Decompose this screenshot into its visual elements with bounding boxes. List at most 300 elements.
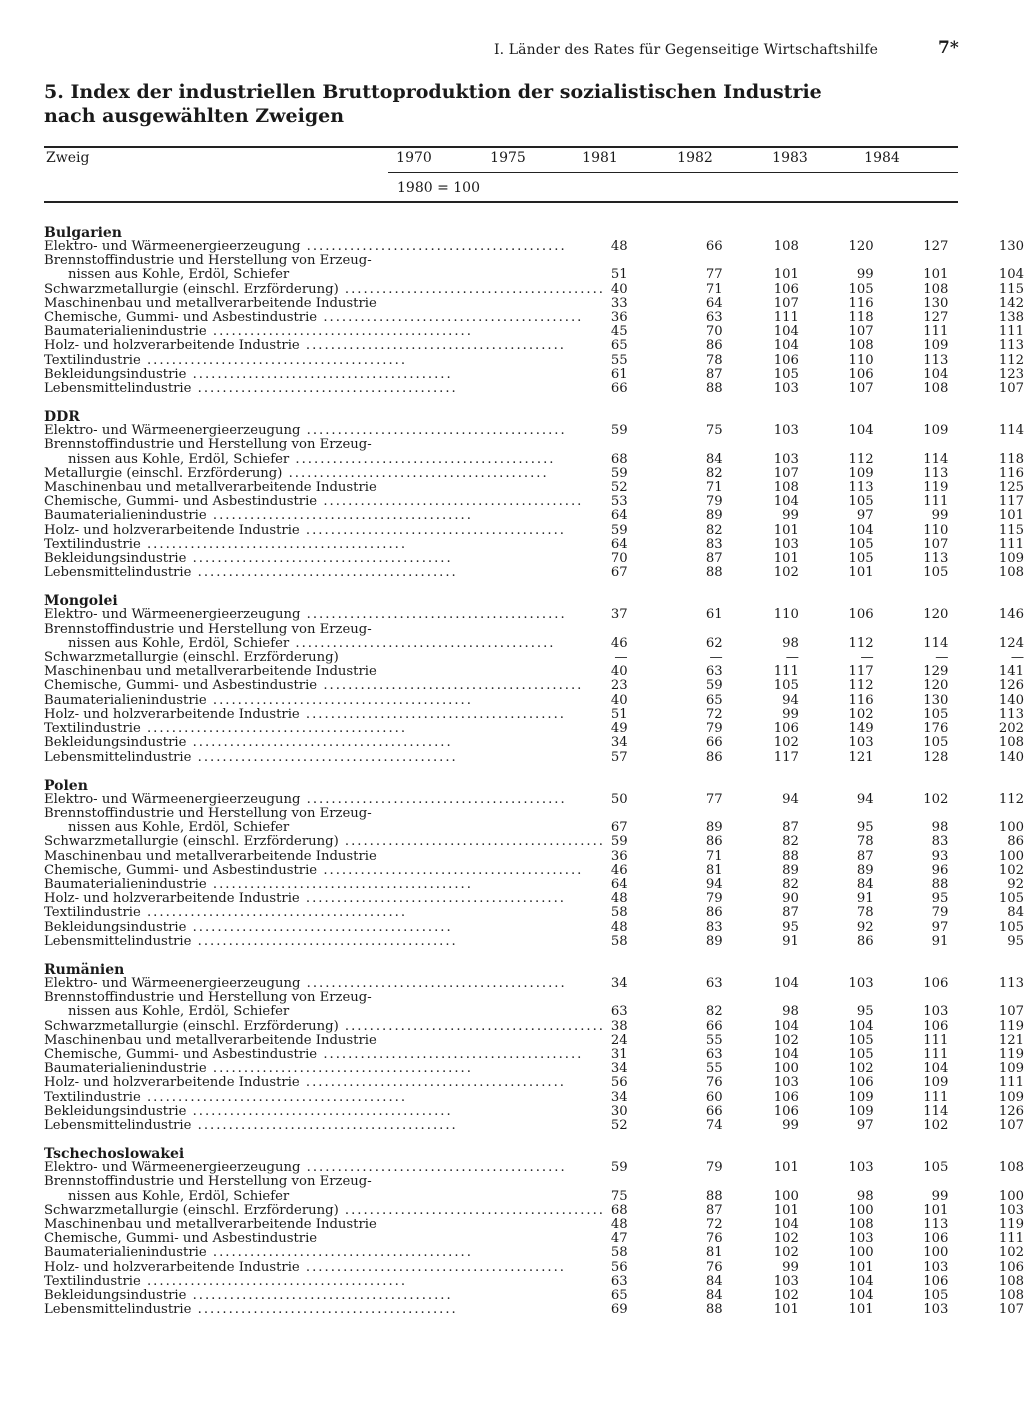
- leader-dots: ..........................................: [300, 792, 567, 807]
- value-cell: 104: [773, 1018, 799, 1034]
- value-cell: 99: [782, 706, 799, 722]
- table-row: [44, 495, 1024, 509]
- value-cell: [799, 623, 874, 637]
- table-row: [44, 283, 1024, 297]
- value-cell: 64: [610, 876, 628, 892]
- leader-dots: ..........................................: [186, 1289, 453, 1303]
- value-cell: 128: [923, 749, 949, 765]
- value-cell: 123: [998, 366, 1024, 382]
- value-cell: 110: [848, 352, 874, 368]
- value-cell: 105: [848, 281, 874, 297]
- value-cell: 104: [848, 1288, 874, 1303]
- row-label: Chemische, Gummi- und Asbestindustrie: [44, 1232, 318, 1247]
- table-row: [44, 835, 1024, 849]
- value-cell: 105: [773, 366, 799, 382]
- value-cell: 48: [610, 919, 628, 935]
- table-row: [44, 311, 1024, 325]
- value-cell: [723, 991, 799, 1005]
- table-row: [44, 438, 1024, 452]
- row-label-cell: [44, 906, 605, 920]
- row-label: Chemische, Gummi- und Asbestindustrie: [44, 863, 318, 878]
- country-heading-row: [44, 396, 1024, 424]
- value-cell: [799, 991, 874, 1005]
- value-cell: 83: [705, 536, 723, 552]
- row-label: Elektro- und Wärmeenergieerzeugung: [44, 240, 301, 254]
- value-cell: [874, 991, 949, 1005]
- value-cell: 108: [998, 735, 1024, 751]
- value-cell: 113: [923, 1216, 949, 1232]
- leader-dots: ..........................................: [282, 466, 549, 481]
- value-cell: 108: [998, 1273, 1024, 1289]
- value-cell: 92: [856, 919, 874, 935]
- value-cell: 101: [773, 267, 799, 283]
- row-label-cell: [44, 1246, 605, 1260]
- leader-dots: ..........................................: [191, 934, 458, 949]
- leader-dots: ..........................................: [299, 339, 566, 354]
- table-row: [44, 1261, 1024, 1275]
- row-label-cell: [44, 665, 605, 679]
- leader-dots: ..........................................: [140, 353, 408, 368]
- value-cell: 109: [848, 1103, 874, 1119]
- value-cell: 87: [705, 551, 723, 567]
- value-cell: 130: [998, 239, 1024, 254]
- value-cell: 104: [923, 1061, 949, 1077]
- row-label: nissen aus Kohle, Erdöl, Schiefer: [68, 268, 290, 283]
- table-row: [44, 921, 1024, 935]
- row-label: Holz- und holzverarbeitende Industrie: [44, 892, 300, 907]
- value-cell: 149: [848, 721, 874, 737]
- row-label: Lebensmittelindustrie: [44, 750, 192, 765]
- value-cell: 91: [856, 891, 874, 907]
- table-row: [44, 339, 1024, 353]
- table-row: [44, 1303, 1024, 1317]
- row-label: Schwarzmetallurgie (einschl. Erzförderung): [44, 282, 339, 297]
- country-heading-row: [44, 1133, 1024, 1161]
- table-row: [44, 240, 1024, 254]
- row-label: Lebensmittelindustrie: [44, 1303, 192, 1318]
- value-cell: 116: [998, 465, 1024, 481]
- row-label-cell: [44, 1161, 605, 1175]
- value-cell: 74: [705, 1117, 723, 1133]
- row-label-cell: [44, 424, 605, 438]
- value-cell: 100: [998, 1188, 1024, 1204]
- value-cell: [723, 623, 799, 637]
- value-cell: 89: [856, 862, 874, 878]
- leader-dots: ..........................................: [206, 877, 473, 892]
- value-cell: 61: [705, 607, 723, 623]
- value-cell: 111: [923, 1032, 949, 1048]
- row-label-cell: [44, 538, 605, 552]
- value-cell: 94: [782, 692, 799, 708]
- table-row: [44, 1062, 1024, 1076]
- table-row: [44, 524, 1024, 538]
- value-cell: 108: [998, 1160, 1024, 1176]
- leader-dots: ..........................................: [299, 523, 566, 538]
- value-cell: 68: [610, 451, 628, 467]
- value-cell: 94: [856, 791, 874, 807]
- value-cell: 76: [705, 1259, 723, 1275]
- leader-dots: ..........................................: [300, 1161, 567, 1176]
- row-label: nissen aus Kohle, Erdöl, Schiefer: [68, 452, 290, 467]
- value-cell: 114: [923, 451, 949, 467]
- row-label: Holz- und holzverarbeitende Industrie: [44, 1076, 300, 1091]
- row-label: Maschinenbau und metallverarbeitende Industrie: [44, 849, 377, 864]
- value-cell: 107: [773, 295, 799, 311]
- value-cell: 78: [705, 352, 723, 368]
- value-cell: [799, 438, 874, 452]
- value-cell: 70: [705, 324, 723, 340]
- value-cell: 88: [782, 848, 799, 864]
- value-cell: 115: [998, 522, 1024, 538]
- value-cell: 66: [705, 239, 723, 254]
- value-cell: 104: [773, 975, 799, 991]
- value-cell: 82: [705, 465, 723, 481]
- row-label-cell: [44, 1034, 605, 1048]
- value-cell: 23: [610, 678, 628, 694]
- value-cell: 102: [773, 1245, 799, 1261]
- row-label: Lebensmittelindustrie: [44, 566, 192, 581]
- leader-dots: ..........................................: [317, 679, 584, 694]
- value-cell: 104: [773, 1046, 799, 1062]
- value-cell: 108: [773, 239, 799, 254]
- leader-dots: ..........................................: [206, 325, 473, 340]
- value-cell: 117: [998, 494, 1024, 510]
- value-cell: 114: [923, 1103, 949, 1119]
- value-cell: 100: [773, 1188, 799, 1204]
- value-cell: 68: [610, 1202, 628, 1218]
- row-label: Chemische, Gummi- und Asbestindustrie: [44, 679, 318, 694]
- row-label-cell: [44, 892, 605, 906]
- value-cell: 88: [705, 1188, 723, 1204]
- leader-dots: ..........................................: [338, 1203, 605, 1218]
- value-cell: 45: [610, 324, 628, 340]
- value-cell: 58: [610, 905, 628, 921]
- row-label: Lebensmittelindustrie: [44, 382, 192, 397]
- value-cell: 107: [998, 1302, 1024, 1318]
- row-label: Brennstoffindustrie und Herstellung von Erzeug-: [44, 806, 372, 821]
- page-title: [44, 80, 822, 128]
- leader-dots: ..........................................: [338, 1019, 605, 1034]
- row-label: Textilindustrie: [44, 537, 141, 552]
- row-label-cell: [44, 297, 605, 311]
- country-heading-row: [44, 949, 1024, 977]
- row-label-cell: [44, 509, 605, 523]
- value-cell: 86: [705, 834, 723, 850]
- value-cell: 31: [610, 1046, 628, 1062]
- value-cell: 97: [931, 919, 949, 935]
- value-cell: 109: [923, 423, 949, 439]
- table-row: [44, 821, 1024, 835]
- value-cell: 101: [848, 565, 874, 581]
- value-cell: 83: [931, 834, 949, 850]
- value-cell: 86: [705, 905, 723, 921]
- value-cell: 91: [931, 933, 949, 949]
- row-label-cell: [44, 467, 605, 481]
- running-head: I. Länder des Rates für Gegenseitige Wirtschaftshilfe: [494, 42, 878, 58]
- value-cell: 102: [773, 1032, 799, 1048]
- row-label: Brennstoffindustrie und Herstellung von Erzeug-: [44, 622, 372, 637]
- row-label: Holz- und holzverarbeitende Industrie: [44, 1260, 300, 1275]
- table-row: [44, 538, 1024, 552]
- value-cell: 94: [705, 876, 723, 892]
- row-label: Bekleidungsindustrie: [44, 920, 187, 935]
- value-cell: 63: [705, 1046, 723, 1062]
- table-row: [44, 608, 1024, 622]
- value-cell: 102: [773, 735, 799, 751]
- row-label-cell: [44, 283, 605, 297]
- value-cell: 121: [848, 749, 874, 765]
- table-row: [44, 651, 1024, 665]
- row-label: Maschinenbau und metallverarbeitende Industrie: [44, 665, 377, 680]
- value-cell: 103: [923, 1302, 949, 1318]
- value-cell: 103: [848, 1231, 874, 1247]
- row-label: Brennstoffindustrie und Herstellung von Erzeug-: [44, 254, 372, 269]
- value-cell: 88: [705, 565, 723, 581]
- value-cell: [628, 438, 723, 452]
- value-cell: [874, 1175, 949, 1189]
- value-cell: 71: [705, 480, 723, 496]
- value-cell: 56: [610, 1259, 628, 1275]
- value-cell: 66: [705, 1018, 723, 1034]
- value-cell: 107: [923, 536, 949, 552]
- table-row: [44, 297, 1024, 311]
- value-cell: 48: [610, 239, 628, 254]
- header-separator-rule: [388, 172, 958, 173]
- row-label-cell: [44, 1232, 605, 1246]
- row-label: Bekleidungsindustrie: [44, 1104, 187, 1119]
- table-row: [44, 1105, 1024, 1119]
- table-row: [44, 325, 1024, 339]
- value-cell: 112: [848, 451, 874, 467]
- value-cell: 48: [610, 891, 628, 907]
- value-cell: 90: [782, 891, 799, 907]
- value-cell: —: [709, 650, 723, 666]
- row-label-cell: [44, 311, 605, 325]
- row-label: Elektro- und Wärmeenergieerzeugung: [44, 424, 301, 439]
- value-cell: [628, 807, 723, 821]
- value-cell: 84: [705, 1288, 723, 1303]
- value-cell: 120: [923, 607, 949, 623]
- value-cell: 124: [998, 635, 1024, 651]
- row-label: Elektro- und Wärmeenergieerzeugung: [44, 976, 301, 991]
- value-cell: [874, 807, 949, 821]
- value-cell: 99: [782, 508, 799, 524]
- value-cell: 106: [923, 1231, 949, 1247]
- value-cell: 107: [998, 1004, 1024, 1020]
- value-cell: 67: [610, 820, 628, 836]
- leader-dots: ..........................................: [299, 892, 566, 907]
- value-cell: [874, 438, 949, 452]
- row-label-cell: [44, 1091, 605, 1105]
- table-row: [44, 424, 1024, 438]
- value-cell: 95: [931, 891, 949, 907]
- row-label: Bekleidungsindustrie: [44, 736, 187, 751]
- leader-dots: ..........................................: [289, 452, 556, 467]
- value-cell: 65: [610, 1288, 628, 1303]
- row-label-cell: [44, 254, 605, 268]
- value-cell: 119: [923, 480, 949, 496]
- header-bottom-rule: [44, 201, 958, 203]
- value-cell: 95: [782, 919, 799, 935]
- value-cell: 100: [848, 1202, 874, 1218]
- value-cell: 117: [848, 664, 874, 680]
- column-header-zweig: Zweig: [46, 150, 90, 166]
- row-label: Lebensmittelindustrie: [44, 1118, 192, 1133]
- value-cell: 105: [848, 494, 874, 510]
- value-cell: 59: [610, 423, 628, 439]
- value-cell: 106: [773, 1103, 799, 1119]
- row-label-cell: [44, 623, 605, 637]
- value-cell: 105: [848, 551, 874, 567]
- value-cell: 101: [848, 1259, 874, 1275]
- value-cell: [799, 254, 874, 268]
- value-cell: 113: [998, 975, 1024, 991]
- row-label: Metallurgie (einschl. Erzförderung): [44, 466, 283, 481]
- value-cell: 46: [610, 635, 628, 651]
- value-cell: 52: [610, 1117, 628, 1133]
- country-heading-row: [44, 218, 1024, 240]
- value-cell: 93: [931, 848, 949, 864]
- value-cell: 37: [610, 607, 628, 623]
- value-cell: 58: [610, 933, 628, 949]
- value-cell: 102: [998, 1245, 1024, 1261]
- value-cell: 111: [923, 1089, 949, 1105]
- table-row: [44, 751, 1024, 765]
- value-cell: 115: [998, 281, 1024, 297]
- leader-dots: ..........................................: [186, 1104, 453, 1119]
- value-cell: 99: [856, 267, 874, 283]
- row-label-cell: [44, 722, 605, 736]
- value-cell: 84: [705, 451, 723, 467]
- leader-dots: ..........................................: [299, 1260, 566, 1275]
- leader-dots: ..........................................: [206, 509, 473, 524]
- column-header-1982: 1982: [677, 150, 713, 166]
- table-row: [44, 467, 1024, 481]
- leader-dots: ..........................................: [338, 835, 605, 850]
- leader-dots: ..........................................: [140, 537, 408, 552]
- value-cell: 38: [610, 1018, 628, 1034]
- value-cell: 102: [848, 706, 874, 722]
- value-cell: 102: [998, 862, 1024, 878]
- value-cell: 103: [923, 1004, 949, 1020]
- value-cell: 107: [773, 465, 799, 481]
- value-cell: [628, 1175, 723, 1189]
- table-row: [44, 807, 1024, 821]
- row-label-cell: [44, 1275, 605, 1289]
- table-row: [44, 382, 1024, 396]
- value-cell: [948, 1175, 1024, 1189]
- table-row: [44, 1048, 1024, 1062]
- row-label-cell: [44, 1020, 605, 1034]
- row-label-cell: [44, 821, 605, 835]
- value-cell: [948, 807, 1024, 821]
- value-cell: 99: [931, 1188, 949, 1204]
- value-cell: 98: [931, 820, 949, 836]
- value-cell: 106: [773, 1089, 799, 1105]
- row-label: Schwarzmetallurgie (einschl. Erzförderung): [44, 1203, 339, 1218]
- value-cell: 105: [848, 536, 874, 552]
- value-cell: 104: [773, 338, 799, 354]
- value-cell: 113: [998, 338, 1024, 354]
- country-heading: Mongolei: [44, 593, 118, 610]
- table-row: [44, 935, 1024, 949]
- row-label: Baumaterialienindustrie: [44, 325, 207, 340]
- value-cell: 47: [610, 1231, 628, 1247]
- row-label: Textilindustrie: [44, 1090, 141, 1105]
- table-row: [44, 368, 1024, 382]
- value-cell: 101: [998, 508, 1024, 524]
- value-cell: 141: [998, 664, 1024, 680]
- table-row: [44, 1232, 1024, 1246]
- row-label-cell: [44, 1005, 605, 1019]
- value-cell: 86: [1007, 834, 1024, 850]
- value-cell: 103: [773, 423, 799, 439]
- leader-dots: ..........................................: [191, 566, 458, 581]
- value-cell: 108: [923, 281, 949, 297]
- value-cell: 58: [610, 1245, 628, 1261]
- value-cell: 87: [782, 820, 799, 836]
- table-row: [44, 1218, 1024, 1232]
- value-cell: 72: [705, 706, 723, 722]
- table-row: [44, 566, 1024, 580]
- leader-dots: ..........................................: [338, 282, 605, 297]
- value-cell: 97: [856, 508, 874, 524]
- value-cell: 99: [782, 1259, 799, 1275]
- row-label-cell: [44, 850, 605, 864]
- value-cell: 49: [610, 721, 628, 737]
- table-row: [44, 509, 1024, 523]
- value-cell: 75: [705, 423, 723, 439]
- leader-dots: ..........................................: [300, 608, 567, 623]
- value-cell: [948, 254, 1024, 268]
- value-cell: 87: [782, 905, 799, 921]
- row-label: Bekleidungsindustrie: [44, 552, 187, 567]
- value-cell: 126: [998, 678, 1024, 694]
- leader-dots: ..........................................: [317, 311, 584, 326]
- value-cell: 71: [705, 281, 723, 297]
- table-top-rule: [44, 146, 958, 148]
- value-cell: 104: [848, 1273, 874, 1289]
- value-cell: 99: [931, 508, 949, 524]
- value-cell: 59: [610, 465, 628, 481]
- table-row: [44, 722, 1024, 736]
- value-cell: 87: [705, 366, 723, 382]
- value-cell: 67: [610, 565, 628, 581]
- value-cell: 104: [848, 423, 874, 439]
- leader-dots: ..........................................: [140, 1090, 408, 1105]
- row-label-cell: [44, 694, 605, 708]
- value-cell: 103: [773, 381, 799, 397]
- value-cell: 104: [773, 494, 799, 510]
- value-cell: 77: [705, 791, 723, 807]
- value-cell: 108: [923, 381, 949, 397]
- row-label: Elektro- und Wärmeenergieerzeugung: [44, 608, 301, 623]
- value-cell: 125: [998, 480, 1024, 496]
- row-label: Baumaterialienindustrie: [44, 1246, 207, 1261]
- value-cell: 95: [856, 1004, 874, 1020]
- table-row: [44, 1275, 1024, 1289]
- row-label-cell: [44, 1218, 605, 1232]
- leader-dots: ..........................................: [140, 906, 408, 921]
- value-cell: 107: [998, 381, 1024, 397]
- value-cell: 105: [848, 1032, 874, 1048]
- row-label-cell: [44, 524, 605, 538]
- value-cell: 202: [998, 721, 1024, 737]
- title-line-2: nach ausgewählten Zweigen: [44, 105, 345, 127]
- value-cell: 102: [773, 565, 799, 581]
- leader-dots: ..........................................: [206, 1062, 473, 1077]
- row-label: Bekleidungsindustrie: [44, 1289, 187, 1303]
